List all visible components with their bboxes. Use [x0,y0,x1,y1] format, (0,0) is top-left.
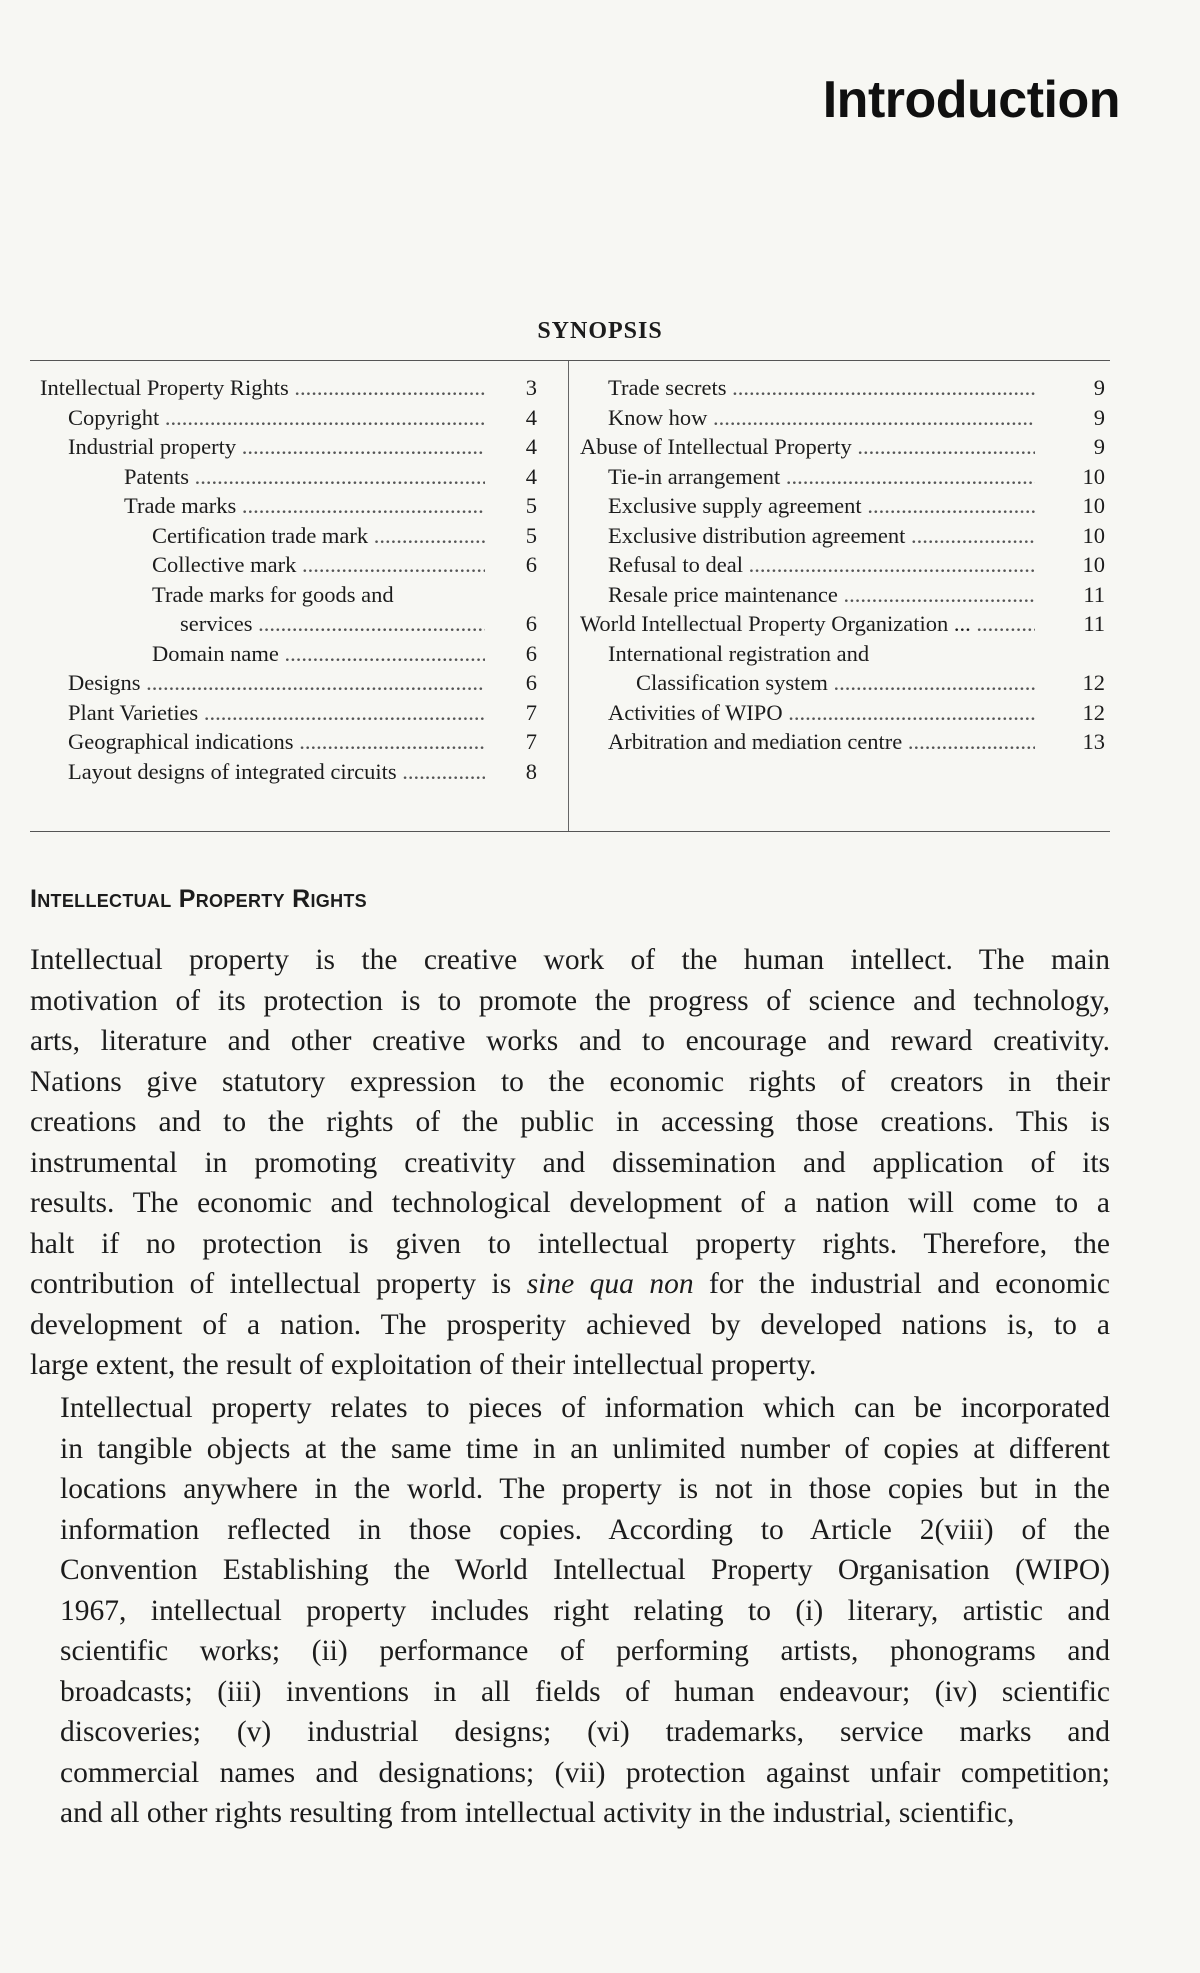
toc-entry [580,462,1105,492]
paragraph-2 [30,1388,1110,1834]
toc-entry [580,521,1105,551]
toc-page-number: 6 [525,640,537,666]
text-line: results. The economic and technological development of a nation will come to a [30,1187,1110,1219]
toc-entry-title: World Intellectual Property Organization ... ..... [580,609,1035,639]
toc-page-number: 11 [1083,581,1105,607]
toc-page-number: 9 [1093,404,1105,430]
toc-page-number: 9 [1093,434,1105,459]
text-line: Intellectual property is the creative work of the human intellect. The main [30,944,1110,976]
text-line: scientific works; (ii) performance of performing artists, phonograms and [60,1635,1110,1667]
text-line: Nations give statutory expression to the economic rights of creators in their [30,1065,1110,1098]
toc-entry [580,609,1105,639]
toc-entry [580,639,1105,669]
toc-entry-title: Exclusive distribution agreement ..... [608,521,1035,551]
toc-entry-title: Layout designs of integrated circuits ..... [68,757,485,787]
toc-page-number: 13 [1082,729,1105,754]
toc-page-number: 4 [525,463,537,489]
toc-entry [40,639,555,669]
section-heading: Intellectual Property Rights [30,885,367,913]
text-line: large extent, the result of exploitation of their intellectual property. [30,1349,817,1381]
toc-entry-title: Arbitration and mediation centre ..... [608,727,1035,757]
toc-entry [40,491,555,521]
toc-entry [40,462,555,492]
latin-phrase: sine qua non [526,1268,694,1300]
toc-entry [580,668,1105,698]
toc-entry [40,432,555,462]
toc-page-number: 6 [525,670,537,695]
text-line: development of a nation. The prosperity achieved by developed nations is, to a [30,1308,1110,1341]
text-line [30,1264,1110,1305]
toc-entry-title: International registration and [608,640,870,666]
toc-entry-title: Know how ..... [608,403,1035,433]
toc-entry [40,698,555,728]
toc-entry-title: Activities of WIPO ..... [608,698,1035,728]
chapter-title: Introduction [822,71,1120,129]
text-line: information reflected in those copies. According to Article 2(viii) of the [60,1513,1110,1546]
toc-page-number: 11 [1083,611,1105,636]
toc-entry [40,609,555,639]
toc-entry [580,373,1105,403]
toc-page-number: 5 [525,493,537,518]
toc-entry [40,521,555,551]
toc-entry-title: Copyright ..... [68,403,485,433]
toc-page-number: 7 [525,729,537,754]
text-line: Convention Establishing the World Intellectual Property Organisation (WIPO) [60,1554,1110,1586]
toc-entry [580,550,1105,580]
toc-entry-title: Resale price maintenance ..... [608,580,1035,610]
toc-entry [580,432,1105,462]
toc-entry-title: Domain name ..... [152,639,485,669]
text-run: for the industrial and economic [693,1268,1110,1300]
toc-page-number: 8 [525,758,537,784]
toc-entry-title: Exclusive supply agreement ..... [608,491,1035,521]
toc-entry [40,668,555,698]
synopsis-left-column [40,373,555,786]
toc-page-number: 3 [525,375,537,400]
synopsis-title: SYNOPSIS [537,318,663,344]
text-line: locations anywhere in the world. The property is not in those copies but in the [60,1473,1110,1505]
toc-page-number: 10 [1082,552,1105,577]
toc-page-number: 10 [1082,522,1105,548]
toc-entry-title: Certification trade mark ..... [152,521,485,551]
toc-entry-title: Patents ..... [124,462,485,492]
toc-page-number: 7 [525,699,537,725]
toc-page-number: 10 [1082,463,1105,489]
toc-page-number: 6 [525,552,537,577]
toc-entry-title: Classification system ..... [636,668,1035,698]
toc-entry-title: Geographical indications ..... [68,727,485,757]
toc-entry-title: Abuse of Intellectual Property ..... [580,432,1035,462]
synopsis-right-column [580,373,1105,757]
toc-entry [40,403,555,433]
text-line: motivation of its protection is to promote the progress of science and technology, [30,984,1110,1017]
text-line: in tangible objects at the same time in an unlimited number of copies at different [60,1432,1110,1465]
toc-entry-title: Trade marks ..... [124,491,485,521]
text-line: halt if no protection is given to intellectual property rights. Therefore, the [30,1227,1110,1260]
text-run: contribution of intellectual property is [30,1268,527,1300]
toc-entry-title: Trade marks for goods and [152,581,394,607]
toc-entry [580,698,1105,728]
column-divider [568,361,569,831]
toc-page-number: 6 [525,611,537,636]
toc-page-number: 10 [1082,493,1105,518]
toc-page-number: 4 [525,404,537,430]
text-line: discoveries; (v) industrial designs; (vi) trademarks, service marks and [60,1716,1110,1748]
toc-entry [40,550,555,580]
toc-entry-title: Collective mark ..... [152,550,485,580]
toc-entry-title: Refusal to deal ..... [608,550,1035,580]
text-line: Intellectual property relates to pieces of information which can be incorporated [60,1392,1110,1424]
toc-entry-title: Industrial property ..... [68,432,485,462]
toc-entry-title: Intellectual Property Rights ..... [40,373,485,403]
toc-page-number: 5 [525,522,537,548]
toc-entry [40,757,555,787]
toc-page-number: 4 [525,434,537,459]
toc-entry [580,403,1105,433]
text-line: and all other rights resulting from intellectual activity in the industrial, scientific, [60,1797,1015,1829]
toc-entry-title: Designs ..... [68,668,485,698]
text-line: instrumental in promoting creativity and dissemination and application of its [30,1146,1110,1179]
text-line: broadcasts; (iii) inventions in all fields of human endeavour; (iv) scientific [60,1675,1110,1708]
toc-entry-title: services ..... [180,609,485,639]
toc-page-number: 9 [1093,375,1105,400]
toc-entry-title: Plant Varieties ..... [68,698,485,728]
toc-page-number: 12 [1082,670,1105,695]
toc-entry [40,727,555,757]
paragraph-1 [30,940,1110,1386]
text-line: commercial names and designations; (vii) protection against unfair competition; [60,1756,1110,1789]
text-line: 1967, intellectual property includes right relating to (i) literary, artistic and [60,1594,1110,1627]
toc-entry [580,727,1105,757]
toc-page-number: 12 [1082,699,1105,725]
toc-entry-title: Tie-in arrangement ..... [608,462,1035,492]
toc-entry [40,580,555,610]
toc-entry [40,373,555,403]
text-line: arts, literature and other creative works and to encourage and reward creativity. [30,1025,1110,1057]
synopsis-table [30,360,1110,832]
toc-entry [580,580,1105,610]
text-line: creations and to the rights of the public in accessing those creations. This is [30,1106,1110,1138]
toc-entry [580,491,1105,521]
toc-entry-title: Trade secrets ..... [608,373,1035,403]
